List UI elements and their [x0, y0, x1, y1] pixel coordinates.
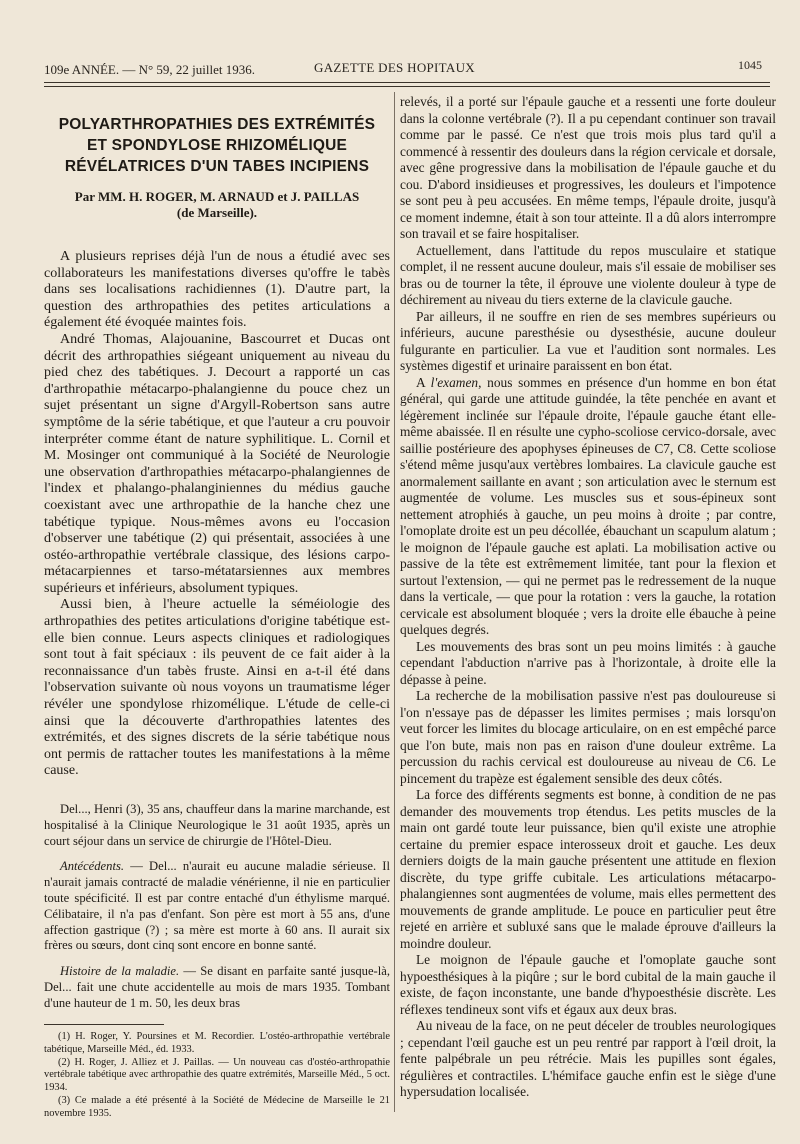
case-history	[44, 964, 390, 1011]
page-number: 1045	[738, 58, 762, 72]
body-paragraph: Les mouvements des bras sont un peu moins limités : à gauche cependant l'abduction n'arrive pas à l'horizontale, à droite elle la dépasse à peine.	[400, 638, 776, 687]
left-column	[44, 92, 390, 1012]
footnote: (2) H. Roger, J. Alliez et J. Paillas. — Un nouveau cas d'ostéo-arthropathie vertébrale tabétique avec arthropathie des quatre extrémités, Marseille Méd., 5 oct. 1934.	[44, 1056, 390, 1094]
header-rule	[44, 82, 770, 87]
body-paragraph: Actuellement, dans l'attitude du repos musculaire et statique complet, il ne ressent aucune douleur, mais s'il essaie de mobiliser ses bras ou de tourner la tête, il éprouve une violente douleur à type de déchirement au niveau du tiers externe de la clavicule gauche.	[400, 242, 776, 307]
body-paragraph: Par ailleurs, il ne souffre en rien de ses membres supérieurs ou inférieurs, aucune paresthésie ou dysesthésie, aucune douleur fulgurante en particulier. La vue et l'audition sont normales. Les systèmes digestif et urinaire paraissent en bon état.	[400, 308, 776, 373]
right-column	[400, 94, 776, 1101]
column-divider	[394, 92, 395, 1112]
case-intro: Del..., Henri (3), 35 ans, chauffeur dans la marine marchande, est hospitalisé à la Clinique Neurologique le 31 août 1935, après un court séjour dans un service de chirurgie de l'Hôtel-Dieu.	[44, 802, 390, 848]
body-paragraph: Aussi bien, à l'heure actuelle la séméiologie des arthropathies des petites articulations d'origine tabétique est-elle bien connue. Leurs aspects cliniques et radiologiques sont tout à fait spéciaux : ils peuvent de ce fait aider à la reconnaissance d'un tabès fruste. Ainsi en a-t-il été dans l'observation suivante où nous voyons un traumatisme léger révéler une spondylose rhizomélique. L'étude de celle-ci ainsi que la découverte d'arthropathies latentes des extrémités, et des signes discrets de la série tabétique nous ont permis de rattacher toutes les manifestations à la même cause.	[44, 597, 390, 779]
authors: Par MM. H. ROGER, M. ARNAUD et J. PAILLAS	[74, 189, 360, 204]
body-paragraph: relevés, il a porté sur l'épaule gauche et a ressenti une forte douleur dans la colonne vertébrale (?). Il a pu cependant continuer son travail comme par le passé. Ce n'est que trois mois plus tard qu'il a commencé à ressentir des douleurs dans la région cervicale et dorsale, avec gêne progressive dans la mobilisation de l'épaule gauche et du cou. D'abord insidieuses et progressives, les douleurs et l'impotence se sont peu à peu accusées. En même temps, l'épaule droite, jusqu'à ce moment indemne, était à son tour atteinte. Il a dû alors interrompre son travail et se faire hospitaliser.	[400, 94, 776, 241]
body-paragraph: Au niveau de la face, on ne peut déceler de troubles neurologiques ; cependant l'œil gauche est un peu rentré par rapport à l'œil droit, la fente palpébrale un peu rétrécie. Mais les pupilles sont égales, régulières et contractiles. L'hémiface gauche enfin est le siège d'une hypersudation localisée.	[400, 1018, 776, 1099]
issue-line: 109e ANNÉE. — N° 59, 22 juillet 1936.	[44, 62, 256, 77]
exam-paragraph	[400, 375, 776, 639]
case-antecedents	[44, 859, 390, 954]
journal-title: GAZETTE DES HOPITAUX	[314, 60, 475, 75]
title-line-1: POLYARTHROPATHIES DES EXTRÉMITÉS	[58, 116, 376, 133]
footnote: (3) Ce malade a été présenté à la Société de Médecine de Marseille le 21 novembre 1935.	[44, 1094, 390, 1119]
exam-prefix: A	[416, 374, 431, 390]
history-label: Histoire de la maladie.	[60, 964, 180, 979]
body-paragraph: Le moignon de l'épaule gauche et l'omoplate gauche sont hypoesthésiques à la piqûre ; sur le bord cubital de la main gauche il existe, de façon inconstante, une bande d'hypoesthésie discrète. Les réflexes tendineux sont vifs et égaux aux deux bras.	[400, 952, 776, 1017]
case-report	[44, 802, 390, 849]
antecedents-text: — Del... n'aurait eu aucune maladie sérieuse. Il n'aurait jamais contracté de maladie vénérienne, il nie en particulier toute spécificité. Il est par contre entaché d'un éthylisme marqué. Célibataire, il n'a pas d'enfant. Son père est mort à 55 ans, d'une affection gastrique (?) ; sa mère est morte à 60 ans. Il aurait six frères ou sœurs, dont cinq sont encore en bonne santé.	[44, 859, 390, 953]
running-header	[44, 58, 772, 80]
footnote-rule	[44, 1024, 164, 1025]
body-paragraph: André Thomas, Alajouanine, Bascourret et Ducas ont décrit des arthropathies siégeant uniquement au niveau du pied chez des tabétiques. J. Decourt a rapporté un cas d'arthropathie métacarpo-phalangienne du pouce chez un sujet présentant un signe d'Argyll-Robertson sans autre symptôme de la série tabétique, et que l'auteur a cru pouvoir interpréter comme étant de nature syphilitique. L. Cornil et M. Mosinger ont communiqué à la Société de Neurologie une observation d'arthropathies métacarpo-phalangiennes de l'index et phalango-phalanginiennes du médius gauche coexistant avec une arthropathie de la hanche chez une tabétique typique. Nous-mêmes avons eu l'occasion d'observer une tabétique (2) qui présentait, associées à une ostéo-arthropathie vertébrale classique, des lésions carpo-métacarpiennes et tarso-métatarsiennes aux membres supérieurs et inférieurs, absolument typiques.	[44, 331, 390, 596]
affiliation: (de Marseille).	[176, 205, 258, 220]
exam-text: , nous sommes en présence d'un homme en bon état général, qui garde une attitude guindée, la tête penchée en avant et légèrement inclinée sur l'épaule droite, l'épaule gauche étant elle-même abaissée. Il en résulte une cypho-scoliose cervico-dorsale, avec saillie postérieure des apophyses épineuses de C7, C8. Cette scoliose s'étend même jusqu'aux vertèbres lombaires. La clavicule gauche est anormalement saillante en avant ; son articulation avec le sternum est augmentée de volume. Les muscles sus et sous-épineux sont nettement atrophiés à gauche, un peu moins à droite ; par contre, l'omoplate droite est un peu décollée, ébauchant un scapulum alatum ; le moignon de l'épaule gauche est aplati. La mobilisation active ou passive de la tête est extrêmement limitée, tant pour la flexion et surtout l'extension, — qui ne permet pas le redressement de la nuque dans la verticale, — que pour la rotation : vers la gauche, la rotation cervicale est absolument bloquée ; vers la droite elle ébauche à peine quelques degrés.	[400, 374, 777, 637]
body-paragraph: La force des différents segments est bonne, à condition de ne pas demander des mouvements trop étendus. Les petits muscles de la main ont gardé toute leur puissance, bien qu'il existe une atrophie certaine du premier espace interosseux droit et gauche. Les deux derniers doigts de la main gauche présentent une attitude en flexion discrète, du type griffe cubitale. Les articulations métacarpo-phalangiennes sont augmentées de volume, mais elles permettent des mouvements de grande amplitude. Le pouce en particulier peut être rejeté en arrière et subluxé sans que le malade éprouve d'ailleurs la moindre douleur.	[400, 787, 776, 951]
history-text: — Se disant en parfaite santé jusque-là, Del... fait une chute accidentelle au mois de mars 1935. Tombant d'une hauteur de 1 m. 50, les deux bras	[44, 964, 390, 1010]
body-paragraph: La recherche de la mobilisation passive n'est pas douloureuse si l'on n'essaye pas de dépasser les limites permises ; mais lorsqu'on veut forcer les limites du blocage articulaire, on en est empêché parce que l'on bute, mais non pas en raison d'une douleur extrême. La percussion du rachis cervical est douloureuse au niveau de C6. Le pincement du trapèze est également sensible des deux côtés.	[400, 688, 776, 786]
footnote: (1) H. Roger, Y. Poursines et M. Recordier. L'ostéo-arthropathie vertébrale tabétique, Marseille Méd., éd. 1933.	[44, 1031, 390, 1055]
title-line-3: RÉVÉLATRICES D'UN TABES INCIPIENS	[64, 158, 370, 175]
article-title	[44, 114, 390, 177]
title-line-2: ET SPONDYLOSE RHIZOMÉLIQUE	[86, 137, 348, 154]
exam-label: l'examen	[430, 374, 479, 390]
footnotes	[44, 1024, 390, 1121]
antecedents-label: Antécédents.	[60, 859, 124, 874]
body-paragraph: A plusieurs reprises déjà l'un de nous a étudié avec ses collaborateurs les manifestations diverses qu'offre le tabès dans ses localisations rachidiennes (1). D'autre part, la question des arthropathies des petites articulations a également été évoquée maintes fois.	[44, 249, 390, 331]
